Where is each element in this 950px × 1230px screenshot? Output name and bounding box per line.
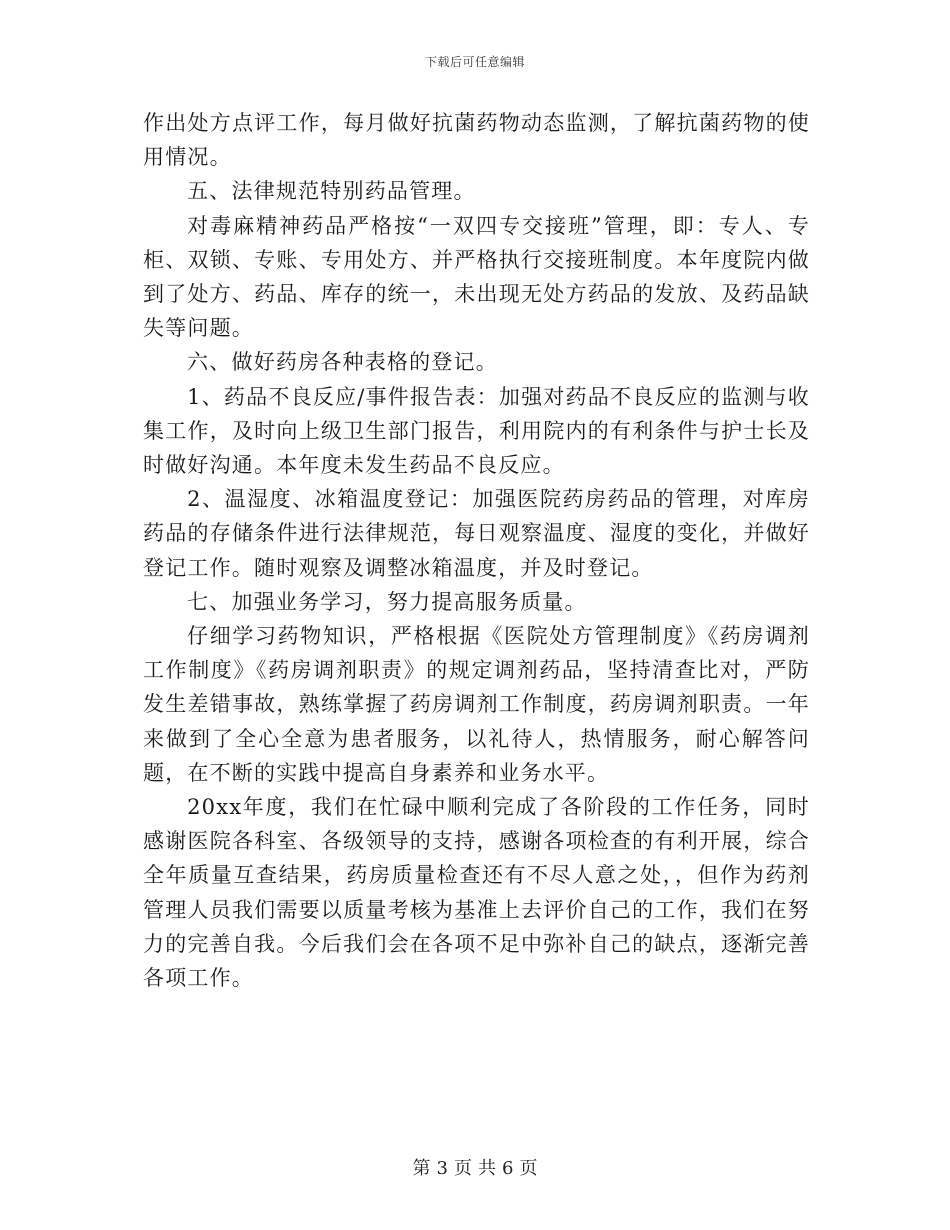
section-heading-5: 五、法律规范特别药品管理。	[187, 179, 476, 204]
paragraph: 2、温湿度、冰箱温度登记：加强医院药房药品的管理，对库房药品的存储条件进行法律规范，每日观察温度、湿度的变化，并做好登记工作。随时观察及调整冰箱温度，并及时登记。	[143, 487, 810, 580]
document-body	[143, 106, 810, 995]
footer-prefix: 第	[412, 1158, 431, 1179]
section-heading-6: 六、做好药房各种表格的登记。	[187, 350, 498, 375]
footer-total-word: 共	[478, 1158, 496, 1179]
paragraph: 对毒麻精神药品严格按“一双四专交接班”管理，即：专人、专柜、双锁、专账、专用处方、并严格执行交接班制度。本年度院内做到了处方、药品、库存的统一，未出现无处方药品的发放、及药品缺失等问题。	[143, 213, 810, 341]
paragraph: 20xx年度，我们在忙碌中顺利完成了各阶段的工作任务，同时感谢医院各科室、各级领导的支持，感谢各项检查的有利开展，综合全年质量互查结果，药房质量检查还有不尽人意之处，，但作为药剂管理人员我们需要以质量考核为基准上去评价自己的工作，我们在努力的完善自我。今后我们会在各项不足中弥补自己的缺点，逐渐完善各项工作。	[143, 795, 810, 991]
paragraph: 仔细学习药物知识，严格根据《医院处方管理制度》《药房调剂工作制度》《药房调剂职责》的规定调剂药品，坚持清查比对，严防发生差错事故，熟练掌握了药房调剂工作制度，药房调剂职责。一年来做到了全心全意为患者服务，以礼待人，热情服务，耐心解答问题，在不断的实践中提高自身素养和业务水平。	[143, 624, 810, 785]
paragraph: 1、药品不良反应/事件报告表：加强对药品不良反应的监测与收集工作，及时向上级卫生部门报告，利用院内的有利条件与护士长及时做好沟通。本年度未发生药品不良反应。	[143, 384, 810, 478]
total-page-number: 6	[502, 1158, 514, 1179]
footer-suffix: 页	[519, 1158, 538, 1179]
current-page-number: 3	[436, 1158, 448, 1179]
page-footer	[0, 1154, 950, 1180]
section-heading-7: 七、加强业务学习，努力提高服务质量。	[187, 589, 587, 614]
header-note: 下载后可任意编辑	[424, 55, 525, 69]
footer-page-word: 页	[454, 1158, 472, 1179]
paragraph-continuation: 作出处方点评工作，每月做好抗菌药物动态监测，了解抗菌药物的使用情况。	[143, 111, 810, 170]
